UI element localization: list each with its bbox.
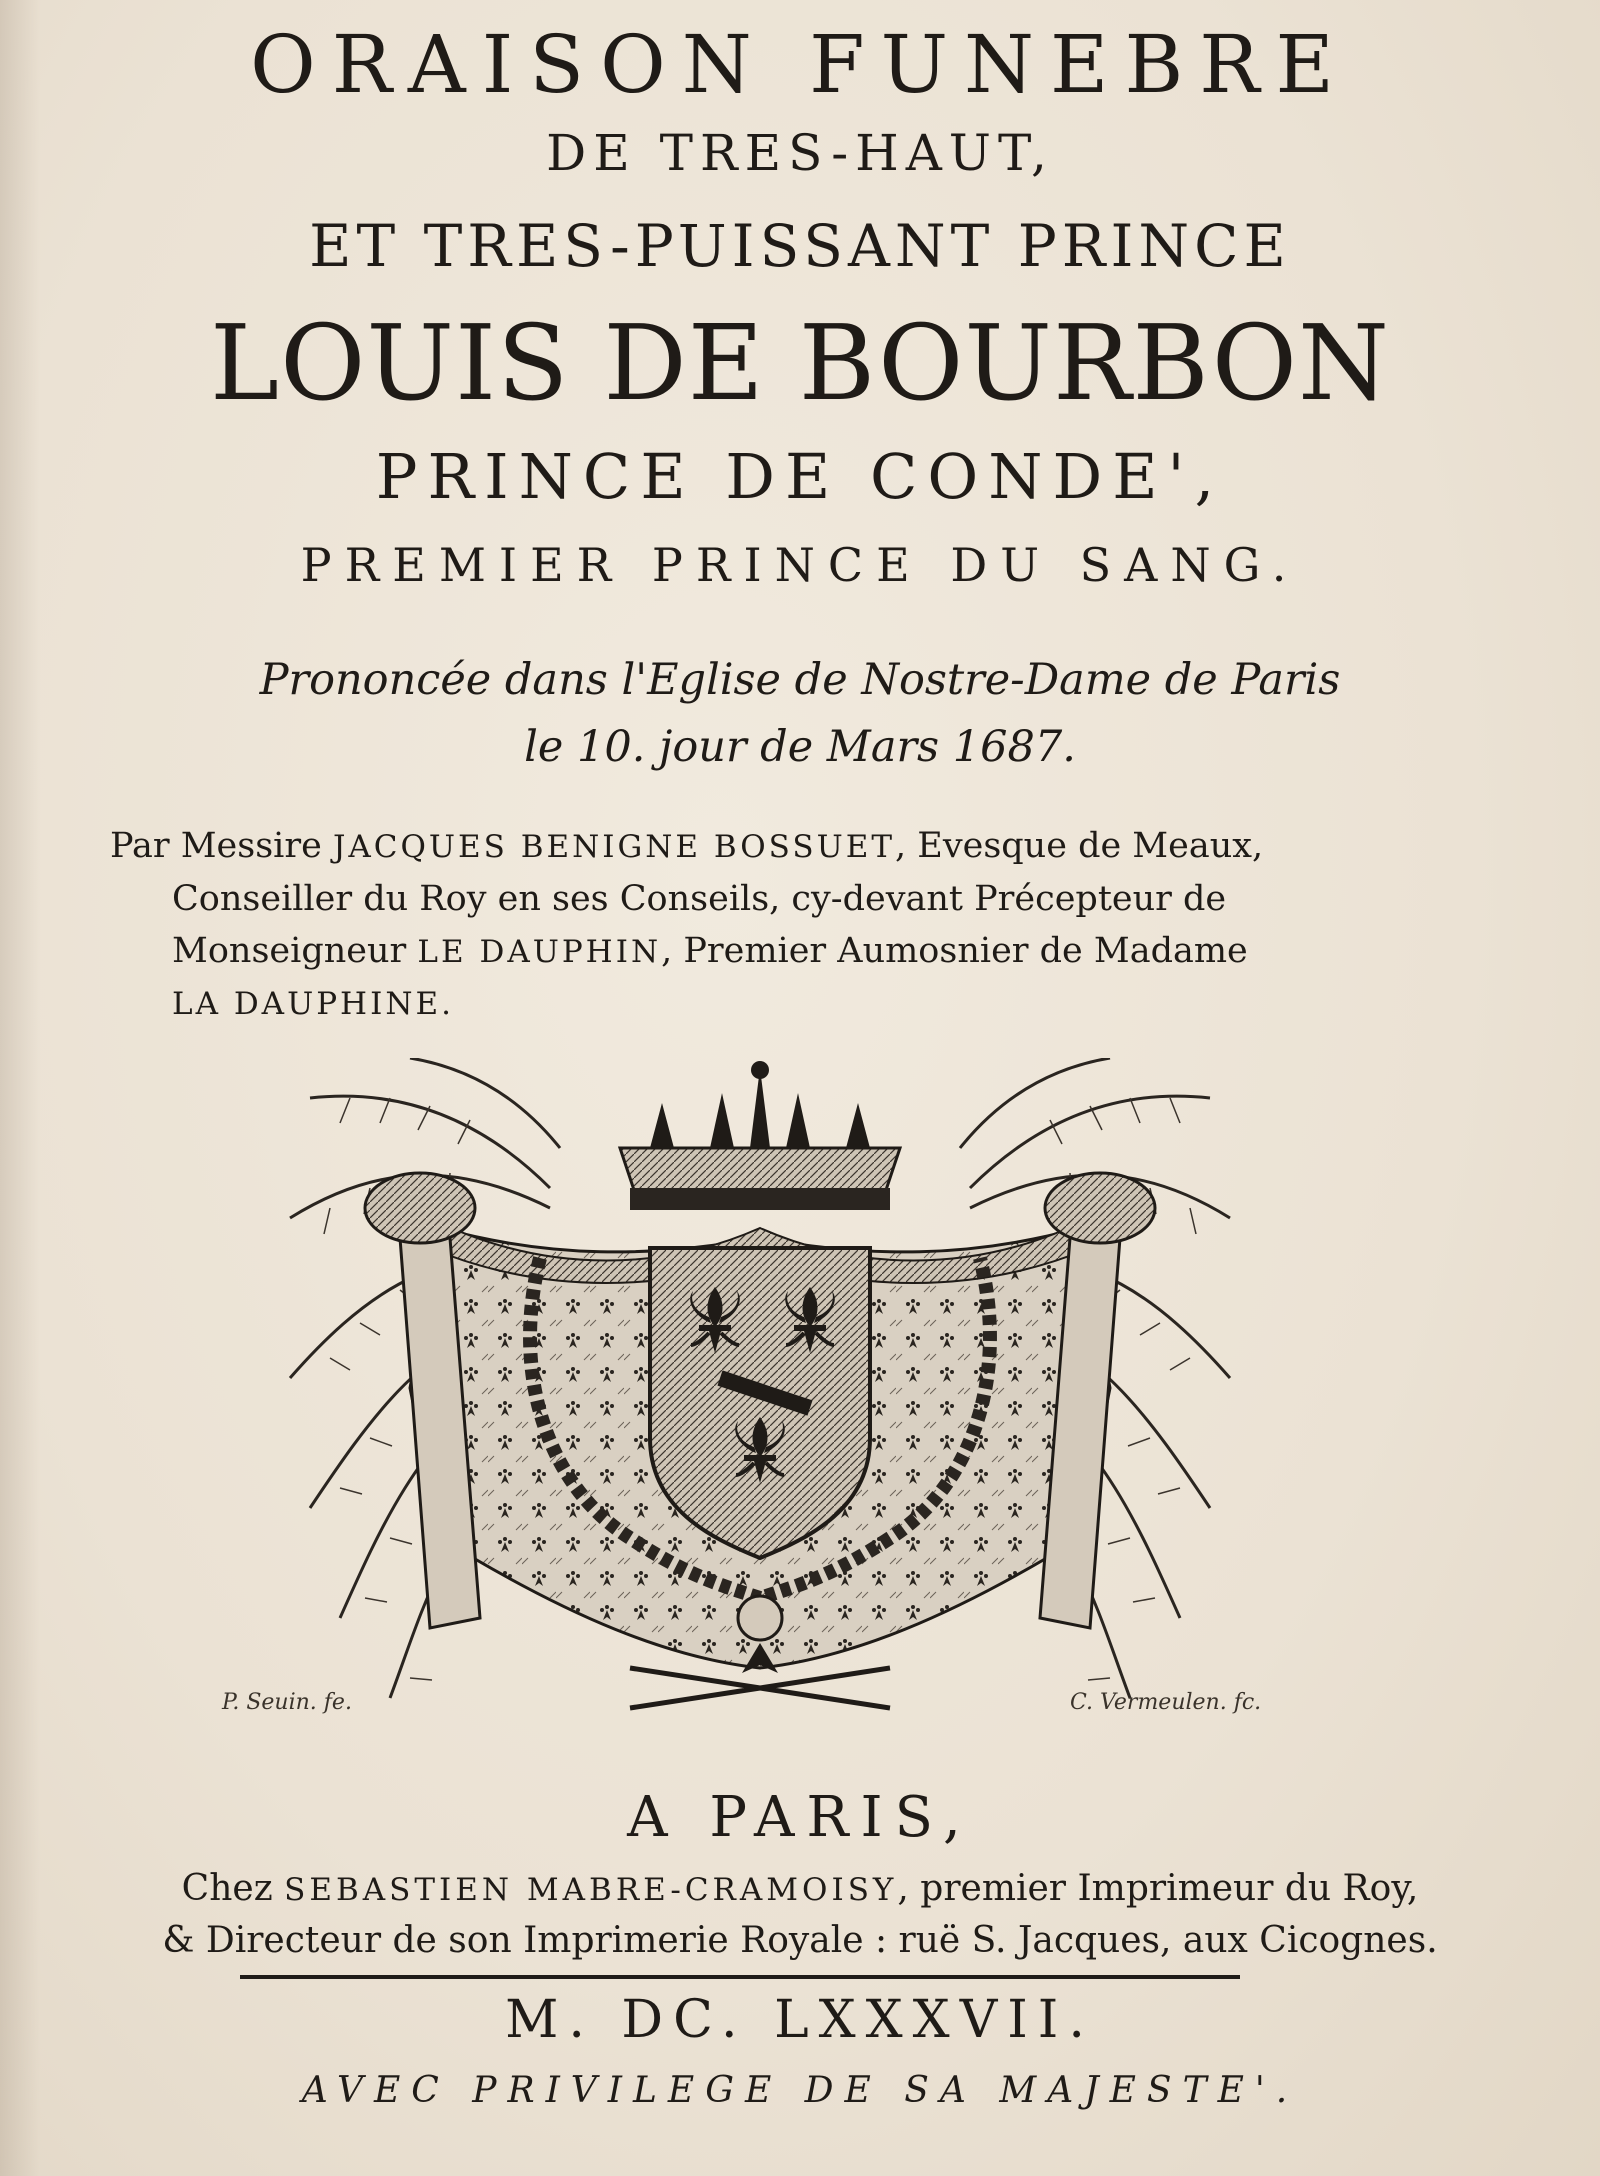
title-line-3: ET TRES-PUISSANT PRINCE xyxy=(309,212,1291,280)
imprint-line-1 xyxy=(0,1868,1600,1909)
imprint-prefix: Chez xyxy=(181,1868,285,1909)
publication-year: M. DC. LXXXVII. xyxy=(505,1990,1095,2050)
author-block xyxy=(110,820,1410,1030)
divider-rule xyxy=(240,1975,1240,1979)
imprint-line-2: & Directeur de son Imprimerie Royale : ruë S. Jacques, aux Cicognes. xyxy=(162,1920,1438,1961)
occasion-line-1: Prononcée dans l'Eglise de Nostre-Dame de Paris xyxy=(259,655,1341,705)
printer-title: , premier Imprimeur du Roy, xyxy=(897,1868,1419,1909)
imprint-city: A PARIS, xyxy=(627,1785,973,1850)
coat-of-arms-fleur-de-lis-icon xyxy=(250,1058,1270,1748)
title-line-6: PREMIER PRINCE DU SANG. xyxy=(300,538,1300,592)
title-line-4: LOUIS DE BOURBON xyxy=(210,302,1390,424)
author-title: , Evesque de Meaux, xyxy=(895,826,1264,866)
engraver-signature-left: P. Seuin. fe. xyxy=(222,1690,352,1715)
engraver-signature-right: C. Vermeulen. fc. xyxy=(1070,1690,1262,1715)
privilege-line: AVEC PRIVILEGE DE SA MAJESTE'. xyxy=(301,2070,1299,2111)
author-line-3-prefix: Monseigneur xyxy=(172,931,418,971)
author-name: JACQUES BENIGNE BOSSUET xyxy=(332,829,896,865)
author-line-1 xyxy=(110,820,1410,873)
author-line-4: LA DAUPHINE. xyxy=(172,986,454,1022)
author-line-3-suffix: , Premier Aumosnier de Madame xyxy=(661,931,1248,971)
author-prefix: Par Messire xyxy=(110,826,333,866)
printer-name: SEBASTIEN MABRE-CRAMOISY xyxy=(284,1872,898,1908)
occasion-line-2: le 10. jour de Mars 1687. xyxy=(524,722,1076,772)
author-line-3 xyxy=(110,925,1410,978)
title-line-1: ORAISON FUNEBRE xyxy=(250,18,1350,111)
title-line-5: PRINCE DE CONDE', xyxy=(375,440,1225,513)
dauphin-name: LE DAUPHIN xyxy=(417,934,662,970)
title-line-2: DE TRES-HAUT, xyxy=(546,124,1054,182)
author-line-2: Conseiller du Roy en ses Conseils, cy-devant Précepteur de xyxy=(172,879,1227,919)
